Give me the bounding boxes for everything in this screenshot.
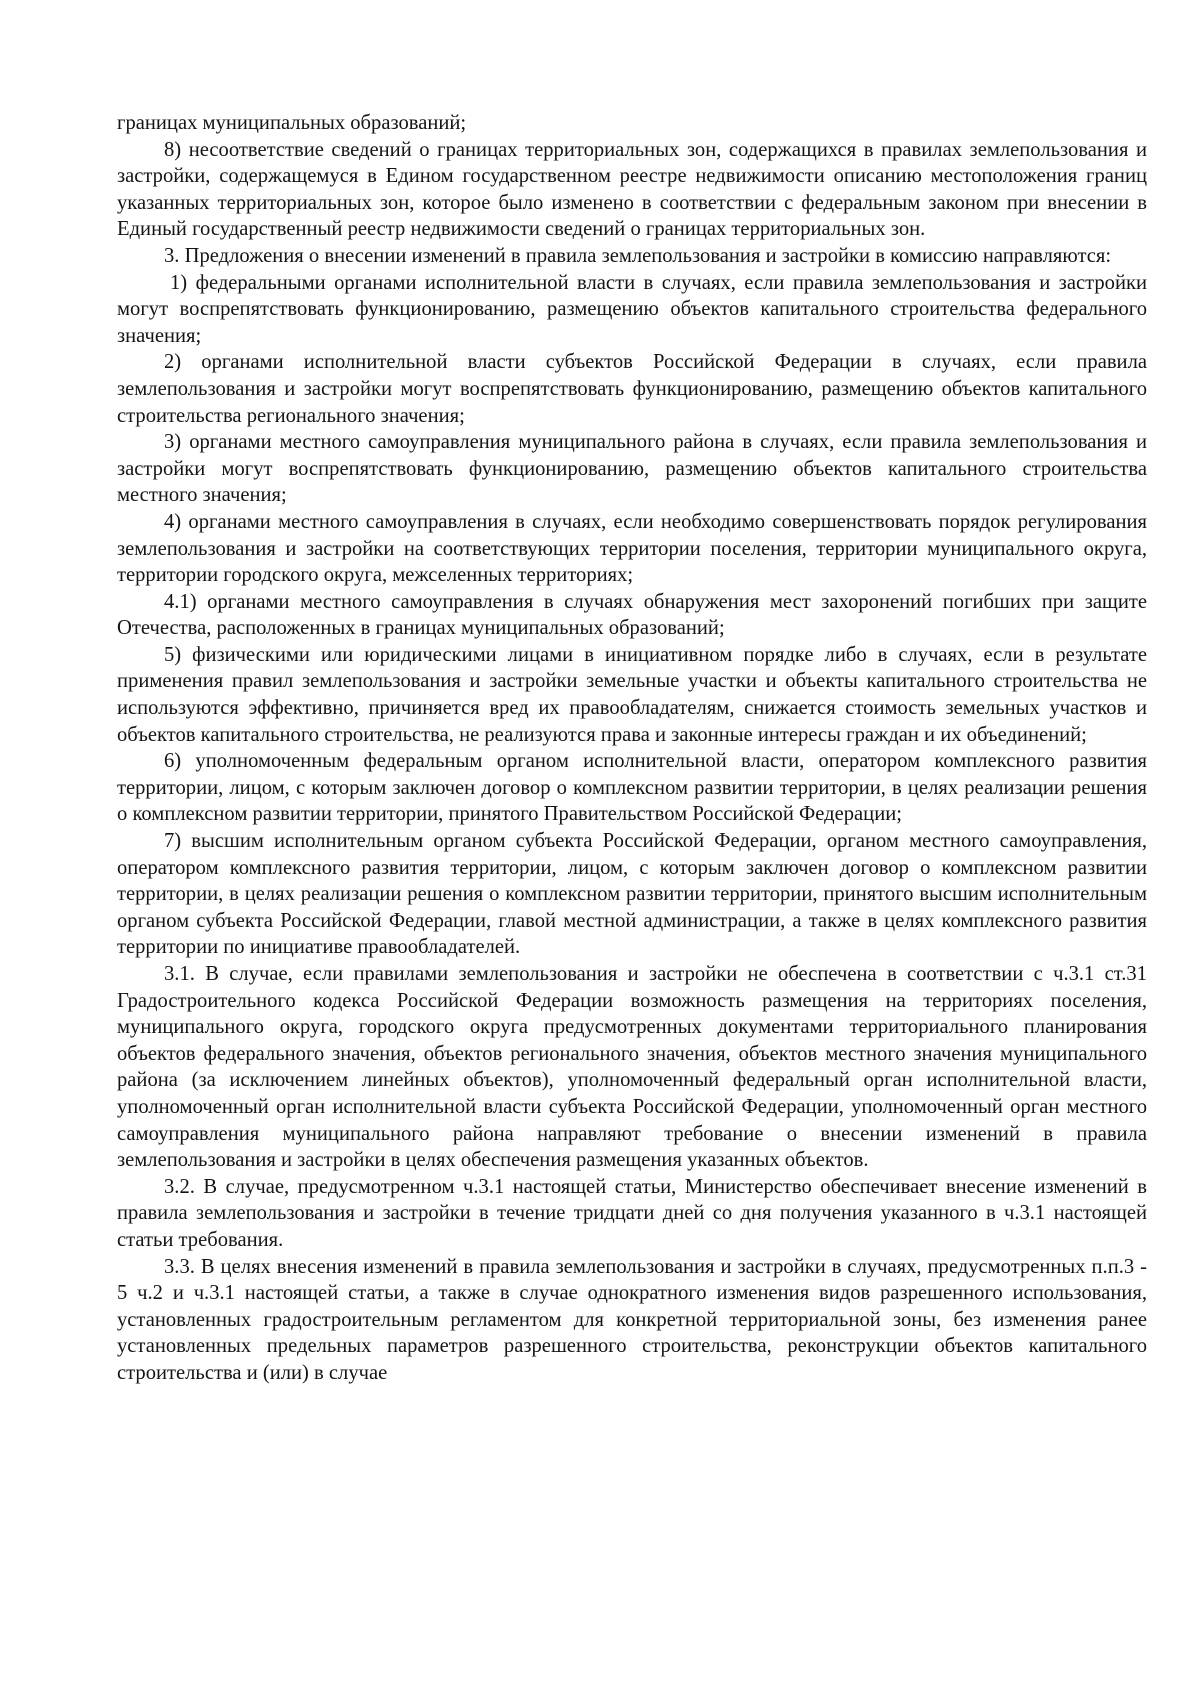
- document-page: [117, 110, 1147, 1387]
- paragraph-item-7: 7) высшим исполнительным органом субъекта Российской Федерации, органом местного самоуправления, оператором комплексного развития территории, лицом, с которым заключен договор о комплексном развитии территории, в целях реализации решения о комплексном развитии территории, принятого высшим исполнительным органом субъекта Российской Федерации, главой местной администрации, а также в целях комплексного развития территории по инициативе правообладателей.: [117, 830, 1147, 959]
- paragraph-section-3-2: 3.2. В случае, предусмотренном ч.3.1 настоящей статьи, Министерство обеспечивает внесение изменений в правила землепользования и застройки в течение тридцати дней со дня получения указанного в ч.3.1 настоящей статьи требования.: [117, 1175, 1147, 1251]
- paragraph-item-3: 3) органами местного самоуправления муниципального района в случаях, если правила землепользования и застройки могут воспрепятствовать функционированию, размещению объектов капитального строительства местного значения;: [117, 431, 1147, 507]
- paragraph-item-2: 2) органами исполнительной власти субъектов Российской Федерации в случаях, если правила землепользования и застройки могут воспрепятствовать функционированию, размещению объектов капитального строительства регионального значения;: [117, 351, 1147, 427]
- paragraph-item-6: 6) уполномоченным федеральным органом исполнительной власти, оператором комплексного развития территории, лицом, с которым заключен договор о комплексном развитии территории, в целях реализации решения о комплексном развитии территории, принятого Правительством Российской Федерации;: [117, 750, 1147, 826]
- paragraph-continuation: границах муниципальных образований;: [117, 112, 467, 134]
- paragraph-section-3-1: 3.1. В случае, если правилами землепользования и застройки не обеспечена в соответствии с ч.3.1 ст.31 Градостроительного кодекса Российской Федерации возможность размещения на территориях поселения, муниципального округа, городского округа предусмотренных документами территориального планирования объектов федерального значения, объектов регионального значения, объектов местного значения муниципального района (за исключением линейных объектов), уполномоченный федеральный орган исполнительной власти, уполномоченный орган исполнительной власти субъекта Российской Федерации, уполномоченный орган местного самоуправления муниципального района направляют требование о внесении изменений в правила землепользования и застройки в целях обеспечения размещения указанных объектов.: [117, 963, 1147, 1172]
- paragraph-item-8: 8) несоответствие сведений о границах территориальных зон, содержащихся в правилах землепользования и застройки, содержащемуся в Едином государственном реестре недвижимости описанию местоположения границ указанных территориальных зон, которое было изменено в соответствии с федеральным законом при внесении в Единый государственный реестр недвижимости сведений о границах территориальных зон.: [117, 138, 1147, 241]
- paragraph-section-3-3: 3.3. В целях внесения изменений в правила землепользования и застройки в случаях, предусмотренных п.п.3 - 5 ч.2 и ч.3.1 настоящей статьи, а также в случае однократного изменения видов разрешенного использования, установленных градостроительным регламентом для конкретной территориальной зоны, без изменения ранее установленных предельных параметров разрешенного строительства, реконструкции объектов капитального строительства и (или) в случае: [117, 1255, 1147, 1384]
- paragraph-item-5: 5) физическими или юридическими лицами в инициативном порядке либо в случаях, если в результате применения правил землепользования и застройки земельные участки и объекты капитального строительства не используются эффективно, причиняется вред их правообладателям, снижается стоимость земельных участков и объектов капитального строительства, не реализуются права и законные интересы граждан и их объединений;: [117, 643, 1147, 746]
- paragraph-section-3: 3. Предложения о внесении изменений в правила землепользования и застройки в комиссию направляются:: [164, 244, 1112, 267]
- paragraph-item-1: 1) федеральными органами исполнительной власти в случаях, если правила землепользования и застройки могут воспрепятствовать функционированию, размещению объектов капитального строительства федерального значения;: [117, 271, 1147, 347]
- paragraph-item-4: 4) органами местного самоуправления в случаях, если необходимо совершенствовать порядок регулирования землепользования и застройки на соответствующих территории поселения, территории муниципального округа, территории городского округа, межселенных территориях;: [117, 510, 1147, 587]
- paragraph-item-4-1: 4.1) органами местного самоуправления в случаях обнаружения мест захоронений погибших при защите Отечества, расположенных в границах муниципальных образований;: [117, 590, 1147, 640]
